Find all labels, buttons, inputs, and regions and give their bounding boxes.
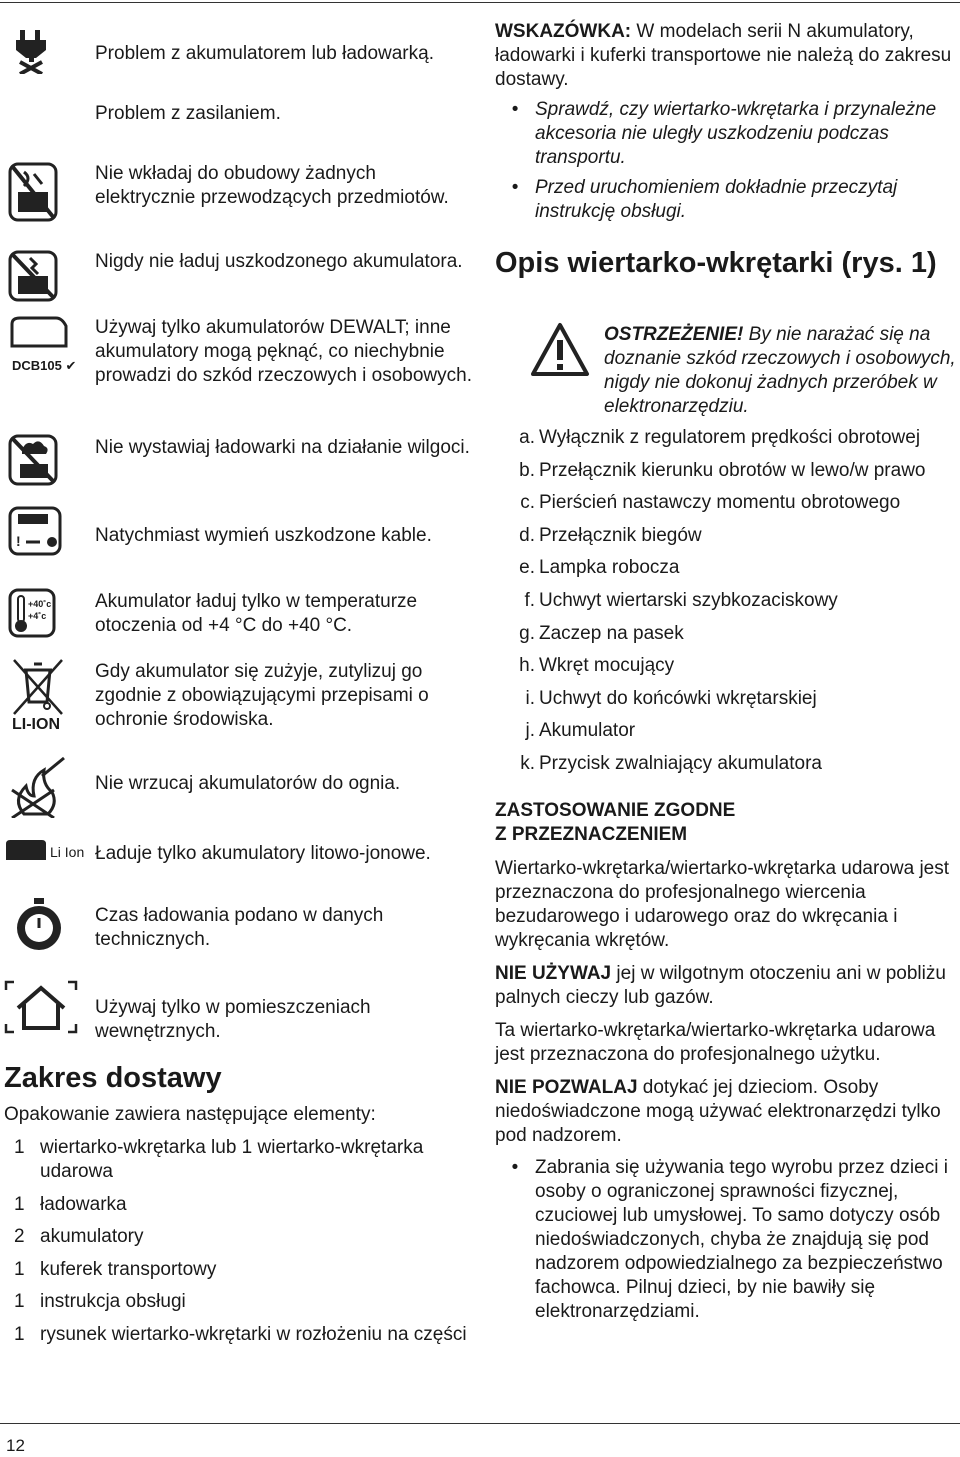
list-item: [14, 1136, 474, 1184]
battery-charger-plug-icon: [14, 28, 50, 74]
item-text: instrukcja obsługi: [40, 1291, 186, 1312]
symbol-text: Problem z akumulatorem lub ładowarką.: [95, 43, 434, 64]
bullet-text: Sprawdź, czy wiertarko-wkrętarka i przynależne akcesoria nie uległy uszkodzeniu podczas transportu.: [535, 99, 937, 168]
list-item: b. Przełącznik kierunku obrotów w lewo/w prawo: [519, 459, 926, 481]
item-text: akumulatory: [40, 1226, 144, 1247]
top-rule: [0, 2, 960, 3]
list-item: g. Zaczep na pasek: [519, 622, 684, 644]
item-text: wiertarko-wkrętarka lub 1 wiertarko-wkrętarka udarowa: [40, 1137, 424, 1182]
list-item: [14, 1225, 474, 1249]
symbol-text: Problem z zasilaniem.: [95, 103, 281, 124]
symbol-text: Używaj tylko akumulatorów DEWALT; inne akumulatory mogą pęknąć, co niechybnie prowadzi do szkód rzeczowych i osobowych.: [95, 317, 473, 386]
crossed-bin-icon: [10, 658, 66, 716]
symbol-text: Gdy akumulator się zużyje, zutylizuj go zgodnie z obowiązującymi przepisami o ochronie środowiska.: [95, 661, 429, 730]
list-item: h. Wkręt mocujący: [519, 655, 675, 677]
no-conductive-objects-icon: [8, 162, 58, 222]
damaged-cable-icon: [8, 506, 62, 556]
item-text: ładowarka: [40, 1193, 127, 1215]
note-block: [495, 20, 957, 224]
note-label: WSKAZÓWKA:: [495, 21, 632, 42]
indoor-house-icon: [4, 980, 78, 1034]
usage-paragraph: Wiertarko-wkrętarka/wiertarko-wkrętarka udarowa jest przeznaczona do profesjonalnego wiercenia bezudarowego i udarowego oraz do wkręcania i wykręcania wkrętów.: [495, 858, 950, 951]
note-text: W modelach serii N akumulatory, ładowarki i kuferki transportowe nie należą do zakresu dostawy.: [495, 21, 952, 90]
note-bullet: • Sprawdź, czy wiertarko-wkrętarka i przynależne akcesoria nie uległy uszkodzeniu podczas transportu.: [495, 98, 957, 170]
usage-paragraph: NIE POZWALAJ dotykać jej dzieciom. Osoby niedoświadczone mogą używać elektronarzędzi tylko pod nadzorem.: [495, 1077, 941, 1146]
bullet-text: Zabrania się używania tego wyrobu przez dzieci i osoby o ograniczonej sprawności fizycznej, czuciowej lub umysłowej. To samo dotyczy osób niedoświadczonych, chyba że znajdują się pod nadzorem odpowiedzialnego za bezpieczeństwo fachowca. Pilnuj dzieci, by nie bawiły się elektronarzędziami.: [535, 1157, 948, 1322]
icon-label: LI-ION: [12, 716, 60, 733]
description-title: Opis wiertarko-wkrętarki (rys. 1): [495, 247, 937, 279]
footer-rule: [0, 1423, 960, 1424]
list-item: f. Uchwyt wiertarski szybkozaciskowy: [524, 589, 838, 611]
symbol-text: Nie wkładaj do obudowy żadnych elektrycznie przewodzących przedmiotów.: [95, 163, 449, 208]
list-item: [14, 1323, 474, 1347]
list-item: [14, 1290, 474, 1314]
symbol-text: Akumulator ładuj tylko w temperaturze otoczenia od +4 °C do +40 °C.: [95, 591, 418, 636]
list-item: a. Wyłącznik z regulatorem prędkości obrotowej: [519, 427, 921, 448]
list-item: e. Lampka robocza: [519, 557, 680, 579]
symbol-text: Nigdy nie ładuj uszkodzonego akumulatora.: [95, 251, 463, 272]
no-moisture-icon: [8, 434, 58, 486]
usage-paragraph: Ta wiertarko-wkrętarka/wiertarko-wkrętarka udarowa jest przeznaczona do profesjonalnego użytku.: [495, 1020, 936, 1065]
list-item: d. Przełącznik biegów: [519, 524, 702, 546]
icon-label: DCB105 ✔: [12, 358, 77, 373]
usage-title: ZASTOSOWANIE ZGODNE Z PRZEZNACZENIEM: [495, 800, 736, 845]
symbol-text: Czas ładowania podano w danych technicznych.: [95, 905, 384, 950]
item-qty: 1: [14, 1258, 25, 1280]
warning-label: OSTRZEŻENIE!: [604, 324, 744, 345]
usage-paragraph: NIE UŻYWAJ jej w wilgotnym otoczeniu ani w pobliżu palnych cieczy lub gazów.: [495, 963, 946, 1008]
dcb105-battery-icon: [8, 316, 70, 350]
delivery-list: [14, 1136, 474, 1355]
delivery-intro: Opakowanie zawiera następujące elementy:: [4, 1104, 376, 1125]
item-text: rysunek wiertarko-wkrętarki w rozłożeniu na części: [40, 1323, 467, 1345]
item-qty: 1: [14, 1137, 25, 1158]
no-damaged-battery-icon: [8, 250, 58, 302]
symbol-text: Używaj tylko w pomieszczeniach wewnętrznych.: [95, 997, 371, 1042]
warning-text: By nie narażać się na doznanie szkód rzeczowych i osobowych, nigdy nie dokonuj żadnych przeróbek w elektronarzędziu.: [604, 324, 956, 417]
item-text: kuferek transportowy: [40, 1258, 217, 1280]
warning-text-block: [604, 323, 960, 419]
warning-triangle-icon: [530, 322, 590, 378]
note-paragraph: [495, 20, 957, 92]
parts-list: [495, 426, 926, 785]
list-item: i. Uchwyt do końcówki wkrętarskiej: [525, 687, 817, 709]
list-item: c. Pierścień nastawczy momentu obrotowego: [520, 492, 901, 514]
symbol-text: Nie wystawiaj ładowarki na działanie wilgoci.: [95, 437, 470, 458]
usage-bullet: • Zabrania się używania tego wyrobu przez dzieci i osoby o ograniczonej sprawności fizycznej, czuciowej lub umysłowej. To samo dotyczy osób niedoświadczonych, chyba że znajdują się pod nadzorem odpowiedzialnego za bezpieczeństwo fachowca. Pilnuj dzieci, by nie bawiły się elektronarzędziami.: [495, 1156, 957, 1324]
item-qty: 2: [14, 1226, 25, 1247]
item-qty: 1: [14, 1193, 25, 1215]
list-item: [14, 1193, 474, 1217]
icon-label: Li Ion: [50, 844, 85, 860]
delivery-title: Zakres dostawy: [4, 1062, 222, 1094]
list-item: j. Akumulator: [525, 720, 636, 742]
note-bullet: • Przed uruchomieniem dokładnie przeczytaj instrukcję obsługi.: [495, 176, 957, 224]
symbol-text: Nie wrzucaj akumulatorów do ognia.: [95, 773, 401, 794]
list-item: [14, 1258, 474, 1282]
symbol-text: Natychmiast wymień uszkodzone kable.: [95, 525, 432, 546]
item-qty: 1: [14, 1323, 25, 1345]
bullet-text: Przed uruchomieniem dokładnie przeczytaj instrukcję obsługi.: [535, 177, 898, 222]
usage-body: [495, 857, 957, 1324]
page-number: 12: [6, 1436, 25, 1455]
icon-label: +40˚c +4˚c: [28, 599, 52, 621]
item-qty: 1: [14, 1291, 25, 1312]
stopwatch-icon: [14, 898, 64, 952]
symbol-text: Ładuje tylko akumulatory litowo-jonowe.: [95, 843, 431, 864]
no-fire-icon: [6, 754, 66, 818]
li-ion-battery-icon: [4, 838, 46, 860]
svg-text:!: !: [16, 533, 21, 549]
list-item: k. Przycisk zwalniający akumulatora: [520, 752, 822, 774]
